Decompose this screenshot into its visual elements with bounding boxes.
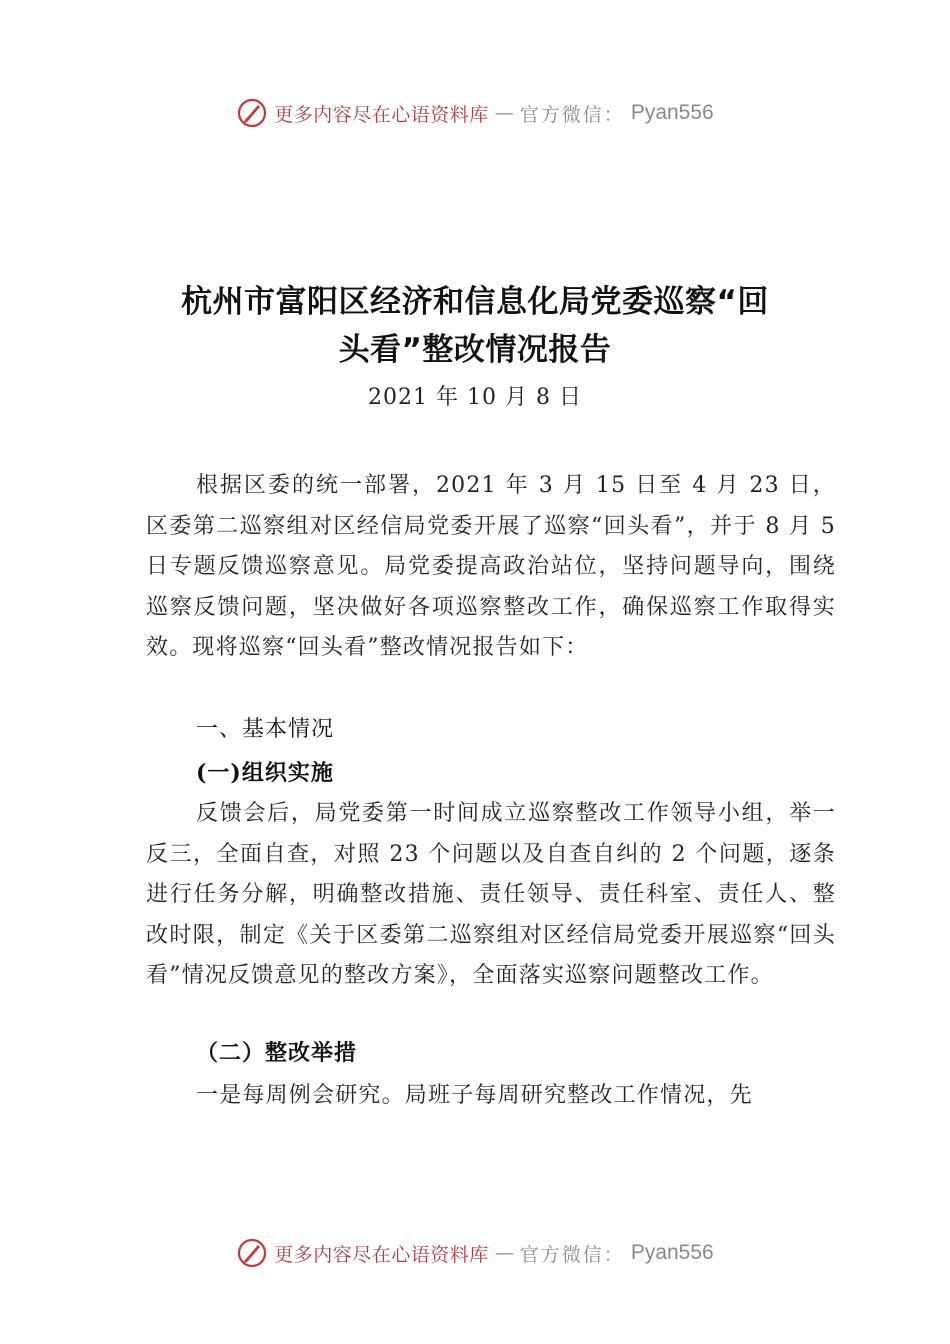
paragraph-intro: 根据区委的统一部署，2021 年 3 月 15 日至 4 月 23 日，区委第二巡察组对区经信局党委开展了巡察“回头看”，并于 8 月 5 日专题反馈巡察意见。局党委提高政治站位，坚持问题导向，围绕巡察反馈问题，坚决做好各项巡察整改工作，确保巡察工作取得实效。现将巡察“回头看”整改情况报告如下： [146, 473, 836, 660]
subsection-heading-measures: （二）整改举措 [196, 1040, 358, 1066]
subsection-heading-organization: (一)组织实施 [196, 760, 334, 786]
paragraph-organization: 反馈会后，局党委第一时间成立巡察整改工作领导小组，举一反三，全面自查，对照 23 个问题以及自查自纠的 2 个问题，逐条进行任务分解，明确整改措施、责任领导、责任科室、责任人、整改时限，制定《关于区委第二巡察组对区经信局党委开展巡察“回头看”情况反馈意见的整改方案》，全面落实巡察问题整改工作。 [146, 801, 836, 988]
section-heading-basic-situation: 一、基本情况 [196, 717, 335, 742]
quill-logo-icon [236, 1237, 268, 1269]
footer-watermark-banner [0, 1236, 950, 1270]
quill-logo-icon [236, 97, 268, 129]
banner-text: 更多内容尽在心语资料库 [274, 1243, 489, 1266]
banner-text: 更多内容尽在心语资料库 [274, 103, 489, 126]
paragraph-measures: 一是每周例会研究。局班子每周研究整改工作情况，先 [196, 1083, 753, 1108]
banner-wechat-label: 官方微信： [519, 103, 625, 126]
banner-wechat-id: Pyan556 [630, 1241, 714, 1264]
banner-dash: — [494, 1242, 514, 1264]
banner-dash: — [494, 102, 514, 124]
banner-wechat-label: 官方微信： [519, 1243, 625, 1266]
document-date: 2021 年 10 月 8 日 [368, 385, 582, 410]
header-watermark-banner [0, 96, 950, 130]
document-title-line-1: 杭州市富阳区经济和信息化局党委巡察“回 [181, 284, 769, 320]
document-title-line-2: 头看”整改情况报告 [338, 332, 612, 368]
banner-wechat-id: Pyan556 [630, 101, 714, 124]
